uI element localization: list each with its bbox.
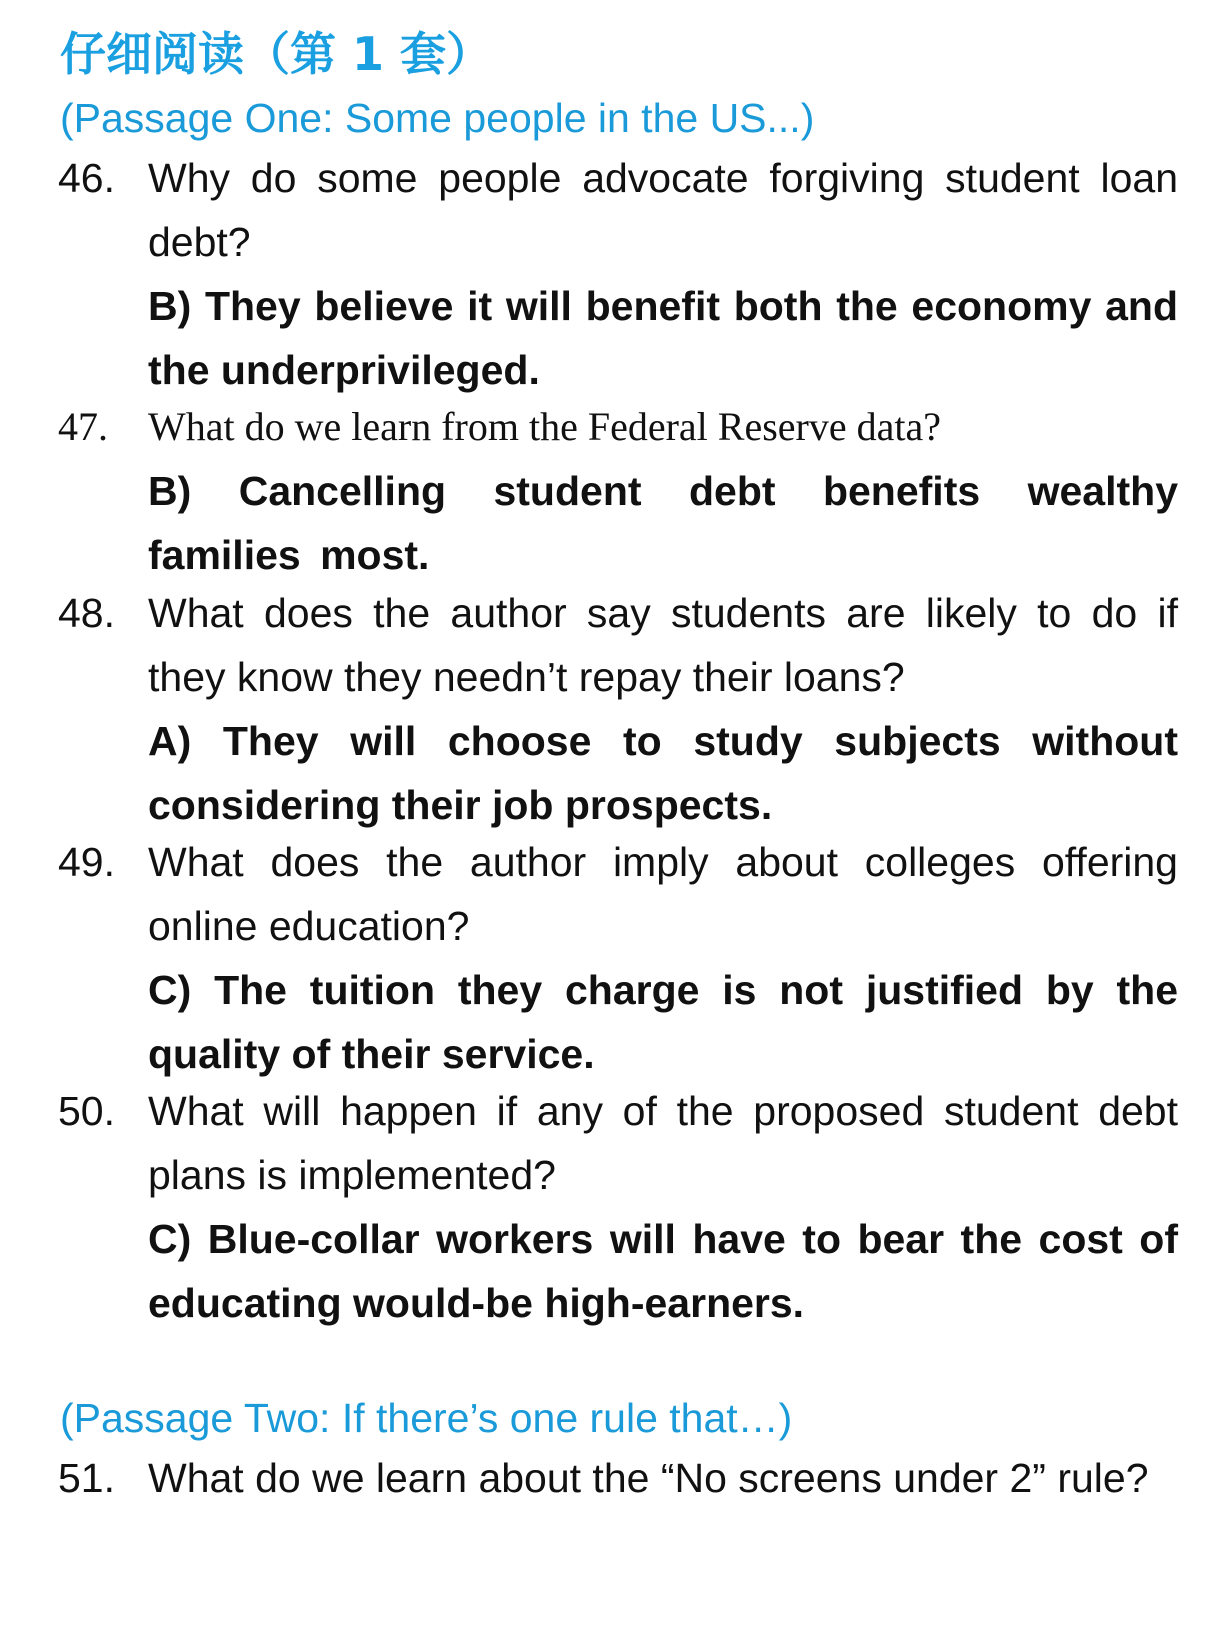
- question-number: 51.: [58, 1455, 115, 1501]
- answer-text: C) The tuition they charge is not justified by the quality of their service.: [148, 967, 1178, 1077]
- question-text: What do we learn about the “No screens under 2” rule?: [148, 1455, 1149, 1501]
- question-number: 50.: [58, 1088, 115, 1134]
- question-48: [58, 581, 1178, 837]
- question-text: What does the author say students are likely to do if they know they needn’t repay their loans?: [148, 590, 1178, 700]
- passage-heading-one: (Passage One: Some people in the US...): [60, 95, 815, 141]
- passage-heading-two: (Passage Two: If there’s one rule that…): [60, 1395, 793, 1441]
- page-title: 仔细阅读（第 1 套）: [60, 27, 493, 81]
- question-46: [58, 146, 1178, 402]
- question-text: What does the author imply about colleges offering online education?: [148, 839, 1178, 949]
- question-text: What will happen if any of the proposed student debt plans is implemented?: [148, 1088, 1178, 1198]
- question-49: [58, 830, 1178, 1086]
- question-50: [58, 1079, 1178, 1335]
- question-text: Why do some people advocate forgiving student loan debt?: [148, 155, 1178, 265]
- answer-text: C) Blue-collar workers will have to bear the cost of educating would-be high-earners.: [148, 1216, 1178, 1326]
- question-47: [58, 395, 1178, 587]
- question-51: [58, 1446, 1178, 1510]
- question-number: 46.: [58, 155, 115, 201]
- question-text: What do we learn from the Federal Reserve data?: [148, 404, 941, 449]
- question-number: 47.: [58, 404, 108, 449]
- question-number: 48.: [58, 590, 115, 636]
- answer-text: B) They believe it will benefit both the economy and the underprivileged.: [148, 283, 1178, 393]
- question-number: 49.: [58, 839, 115, 885]
- answer-text: B) Cancelling student debt benefits wealthy families most.: [148, 468, 1178, 578]
- answer-text: A) They will choose to study subjects without considering their job prospects.: [148, 718, 1178, 828]
